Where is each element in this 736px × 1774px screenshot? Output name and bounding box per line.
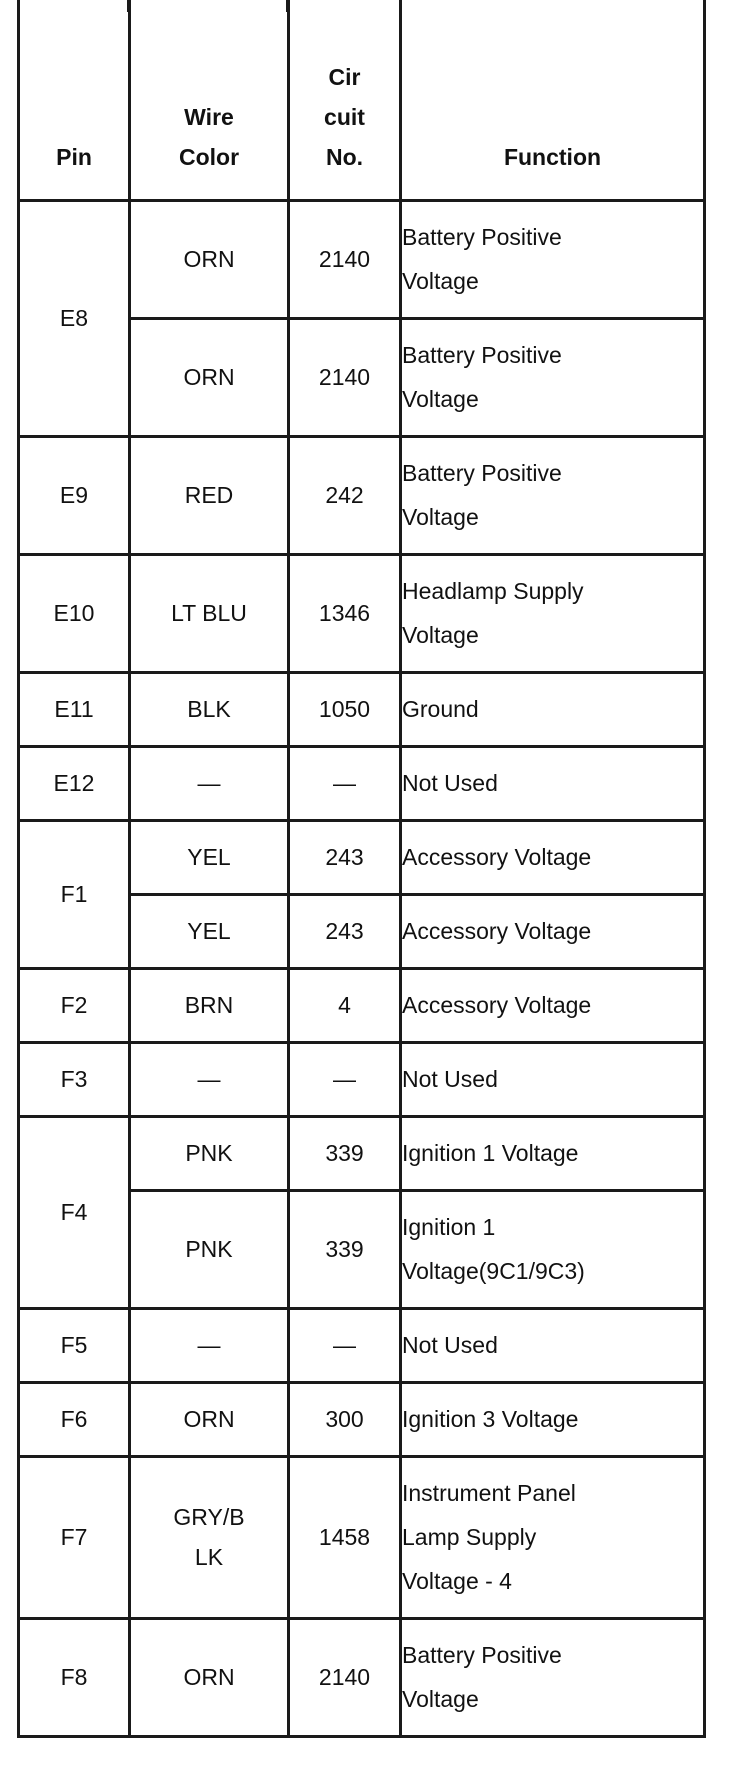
header-circuit-no: Cir cuit No. [289,0,401,200]
table-row [19,1308,705,1382]
circuit-cell: 2140 [289,318,401,436]
pin-cell: F6 [19,1382,130,1456]
circuit-cell: 1458 [289,1456,401,1618]
wire-color-cell: PNK [130,1116,289,1190]
wire-color-cell: ORN [130,1618,289,1736]
pin-cell: E12 [19,746,130,820]
table-row [19,672,705,746]
function-cell: Accessory Voltage [401,820,705,894]
table-row [19,820,705,894]
table-row [19,1116,705,1190]
wire-color-cell: RED [130,436,289,554]
function-cell: Ignition 1 Voltage(9C1/9C3) [401,1190,705,1308]
wire-color-cell: LT BLU [130,554,289,672]
circuit-cell: 1346 [289,554,401,672]
circuit-cell: — [289,746,401,820]
table-row [19,1618,705,1736]
function-cell: Accessory Voltage [401,894,705,968]
circuit-cell: 4 [289,968,401,1042]
header-pin: Pin [19,0,130,200]
circuit-cell: 242 [289,436,401,554]
pin-cell: F4 [19,1116,130,1308]
pin-cell: F2 [19,968,130,1042]
table-row [19,554,705,672]
wire-color-cell: ORN [130,200,289,318]
function-cell: Not Used [401,746,705,820]
function-cell: Battery Positive Voltage [401,318,705,436]
pin-cell: E9 [19,436,130,554]
wire-color-cell: ORN [130,318,289,436]
pin-cell: F5 [19,1308,130,1382]
function-cell: Battery Positive Voltage [401,1618,705,1736]
pin-cell: E11 [19,672,130,746]
pin-cell: F7 [19,1456,130,1618]
table-row [19,1042,705,1116]
function-cell: Accessory Voltage [401,968,705,1042]
wire-color-cell: — [130,746,289,820]
function-cell: Ignition 1 Voltage [401,1116,705,1190]
function-cell: Instrument Panel Lamp Supply Voltage - 4 [401,1456,705,1618]
circuit-cell: 300 [289,1382,401,1456]
function-cell: Battery Positive Voltage [401,436,705,554]
circuit-cell: 339 [289,1190,401,1308]
function-cell: Ignition 3 Voltage [401,1382,705,1456]
wire-color-cell: — [130,1042,289,1116]
table-row [19,968,705,1042]
table-row [19,1456,705,1618]
pin-cell: F1 [19,820,130,968]
pin-cell: F8 [19,1618,130,1736]
circuit-cell: 2140 [289,1618,401,1736]
function-cell: Battery Positive Voltage [401,200,705,318]
circuit-cell: 1050 [289,672,401,746]
circuit-cell: — [289,1042,401,1116]
header-function: Function [401,0,705,200]
wire-color-cell: BRN [130,968,289,1042]
pin-cell: E8 [19,200,130,436]
pin-cell: F3 [19,1042,130,1116]
circuit-cell: 243 [289,894,401,968]
table-row [19,746,705,820]
circuit-cell: 243 [289,820,401,894]
wire-color-cell: YEL [130,894,289,968]
table-row [19,1382,705,1456]
circuit-cell: 2140 [289,200,401,318]
connector-pinout-table [17,0,706,1738]
function-cell: Not Used [401,1042,705,1116]
wire-color-cell: — [130,1308,289,1382]
function-cell: Headlamp Supply Voltage [401,554,705,672]
function-cell: Not Used [401,1308,705,1382]
function-cell: Ground [401,672,705,746]
circuit-cell: — [289,1308,401,1382]
wire-color-cell: BLK [130,672,289,746]
wire-color-cell: PNK [130,1190,289,1308]
circuit-cell: 339 [289,1116,401,1190]
table-row [19,436,705,554]
header-wire-color: Wire Color [130,0,289,200]
wire-color-cell: ORN [130,1382,289,1456]
pin-cell: E10 [19,554,130,672]
header-row [19,0,705,200]
table-row [19,200,705,318]
wire-color-cell: YEL [130,820,289,894]
wire-color-cell: GRY/B LK [130,1456,289,1618]
